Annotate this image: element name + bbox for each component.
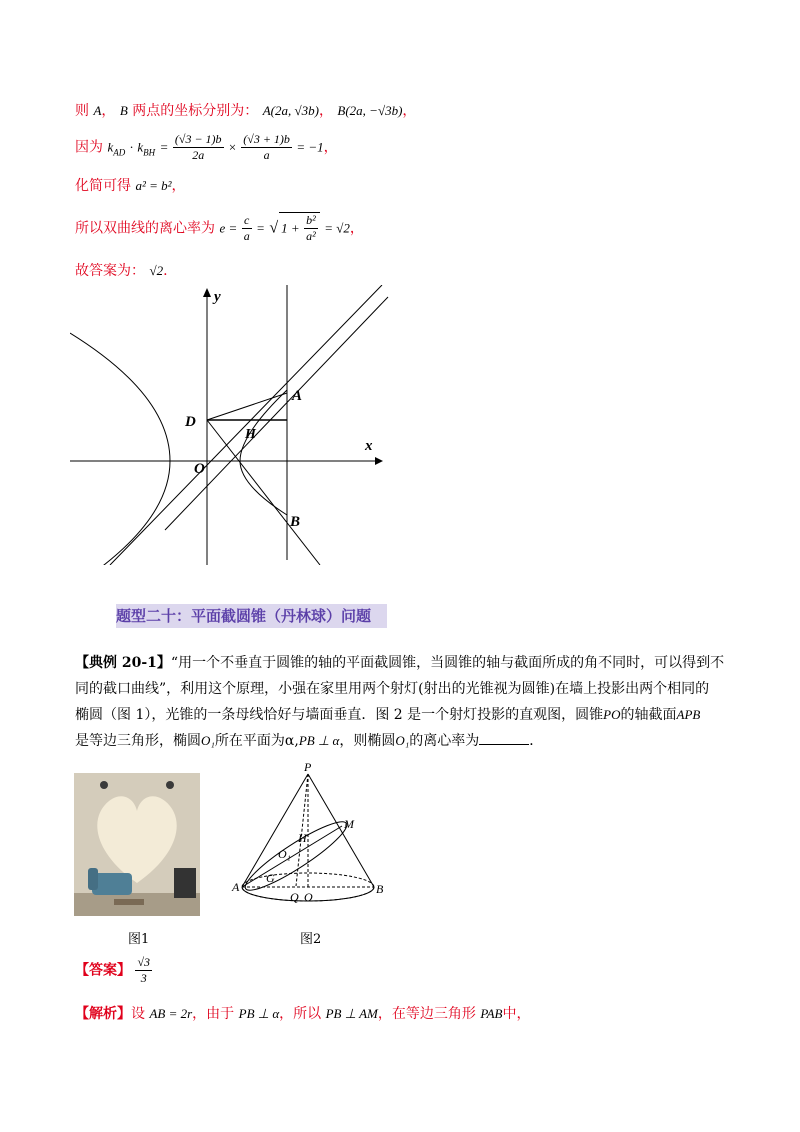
y-axis-arrow: [203, 288, 211, 297]
text: 中，: [502, 1006, 531, 1022]
text: 所在平面为α,: [214, 733, 299, 749]
solution-line-coordinates: [75, 100, 416, 120]
numerator: (√3 + 1)b: [243, 132, 290, 146]
denominator: a: [263, 148, 270, 162]
asymptote-line: [110, 285, 382, 565]
text: ，: [101, 103, 116, 119]
point-A-label: A: [292, 388, 303, 404]
text: 所以双曲线的离心率为: [75, 220, 215, 237]
figure-2-caption: 图2: [300, 932, 322, 947]
math: O₁: [201, 733, 215, 748]
point-label: A: [93, 103, 102, 118]
math: PB ⊥ AM: [325, 1006, 378, 1021]
text: ，: [318, 103, 333, 119]
text: 的轴截面: [620, 707, 677, 723]
segment-AM: [242, 826, 342, 887]
math: e =: [219, 220, 238, 236]
text: 因为: [75, 139, 103, 156]
figure-1-caption: 图1: [128, 932, 150, 947]
cone-H-label: H: [298, 831, 307, 845]
answer-blank: [479, 744, 529, 745]
segment-DB: [207, 420, 320, 565]
text: 两点的坐标分别为：: [132, 103, 259, 119]
math: =: [159, 139, 169, 155]
text: 设: [131, 1006, 145, 1022]
example-tag: 【典例 20-1】: [75, 655, 171, 671]
cone-edge-right: [308, 774, 374, 887]
math: ·: [129, 139, 133, 155]
asymptote-line-2: [165, 297, 388, 530]
hyperbola-left-branch: [70, 333, 170, 565]
cone-P-label: P: [304, 760, 312, 774]
point-H-label: H: [245, 427, 256, 442]
figure-1-photo: [74, 773, 200, 916]
hyperbola-graph: [70, 285, 390, 565]
solution-line-slope: [75, 132, 338, 163]
cone-diagram: [230, 760, 390, 920]
text: ，在等边三角形: [377, 1006, 476, 1022]
math: = −1: [296, 139, 324, 155]
text: 是等边三角形，椭圆: [75, 733, 201, 749]
segment-DA: [207, 393, 287, 420]
point-B-label: B: [290, 514, 301, 530]
math: √2: [149, 263, 164, 278]
denominator: 3: [140, 971, 147, 985]
example-line-1: [75, 650, 735, 676]
text: ，所以: [279, 1006, 322, 1022]
text: 化简可得: [75, 178, 131, 194]
text: 故答案为：: [75, 263, 145, 279]
denominator: a²: [306, 229, 316, 243]
coordinate-b: B(2a, −√3b): [337, 103, 403, 118]
math: AD: [113, 147, 126, 158]
math: BH: [143, 147, 156, 158]
math: AB = 2r: [149, 1006, 193, 1021]
text: “用一个不垂直于圆锥的轴的平面截圆锥，当圆锥的轴与截面所成的角不同时，可以得到不: [170, 655, 725, 671]
cone-O-label: O: [304, 890, 313, 904]
answer-fraction: [135, 955, 152, 986]
room-illustration: [74, 773, 200, 916]
numerator: c: [242, 213, 252, 229]
solution-line-eccentricity: 所以双曲线的离心率为 e = $\frac{c}{a}$ = √ 1 + $\frac{\text{b²}}{\text{a²}}$ = √2，: [75, 213, 364, 243]
cone-B-label: B: [376, 882, 384, 896]
math: PB ⊥ α: [298, 733, 340, 748]
text: 的离心率为: [409, 733, 480, 749]
text: ，: [349, 220, 364, 237]
fraction: [241, 132, 292, 163]
solution-line-simplify: [75, 175, 186, 195]
section-title: 题型二十：平面截圆锥（丹林球）问题: [116, 604, 387, 628]
solution-line-answer: [75, 260, 168, 280]
point-D-label: D: [185, 414, 196, 430]
sqrt: [279, 212, 320, 244]
point-label: B: [119, 103, 128, 118]
text: ，则椭圆: [339, 733, 396, 749]
math: PO: [603, 707, 621, 722]
cone-G-label: G: [266, 871, 275, 885]
math: PB ⊥ α: [238, 1006, 280, 1021]
example-paragraph: [75, 650, 735, 754]
y-label: y: [214, 289, 221, 305]
fraction: [173, 132, 224, 163]
cone-A-label: A: [232, 880, 240, 894]
text: ，: [171, 178, 186, 194]
math: k: [137, 139, 144, 155]
numerator: √3: [137, 955, 151, 969]
numerator: b²: [306, 213, 316, 227]
text: ，由于: [192, 1006, 235, 1022]
text: 同的截口曲线”，利用这个原理，小强在家里用两个射灯(射出的光锥视为圆锥)在墙上投影出两个相同的: [75, 681, 710, 697]
math: APB: [676, 707, 701, 722]
math: ×: [228, 139, 237, 155]
fraction: [304, 213, 318, 244]
math: 1 +: [281, 220, 300, 236]
fraction: [242, 213, 252, 244]
text: 椭圆（图 1），光锥的一条母线恰好与墙面垂直．图 2 是一个射灯投影的直观图，圆锥: [75, 707, 604, 723]
example-line-2: [75, 676, 735, 702]
point-O-label: O: [194, 461, 205, 477]
analysis-line: [75, 1003, 530, 1023]
denominator: a: [243, 229, 250, 243]
text: 则: [75, 103, 89, 119]
text: ．: [529, 733, 544, 749]
cone-O1-label: O₁: [278, 847, 291, 861]
coordinate-a: A(2a, √3b): [262, 103, 319, 118]
cone-Q-label: Q: [290, 890, 299, 904]
hyperbola-right-branch: [240, 390, 287, 515]
math: k: [107, 139, 114, 155]
text: ，: [402, 103, 417, 119]
answer-line: [75, 955, 152, 986]
math: PAB: [480, 1006, 503, 1021]
cone-M-label: M: [344, 817, 354, 831]
x-axis-arrow: [375, 457, 383, 465]
math: O₁: [395, 733, 410, 748]
text: .: [163, 263, 168, 279]
analysis-tag: 【解析】: [75, 1006, 131, 1022]
numerator: (√3 − 1)b: [174, 132, 222, 146]
math: = √2: [324, 220, 350, 236]
math: a² = b²: [135, 178, 172, 193]
math: =: [256, 220, 265, 236]
text: ，: [323, 139, 338, 156]
answer-tag: 【答案】: [75, 962, 131, 979]
denominator: 2a: [192, 148, 205, 162]
example-line-4: [75, 728, 735, 754]
example-line-3: [75, 702, 735, 728]
x-label: x: [365, 438, 373, 454]
